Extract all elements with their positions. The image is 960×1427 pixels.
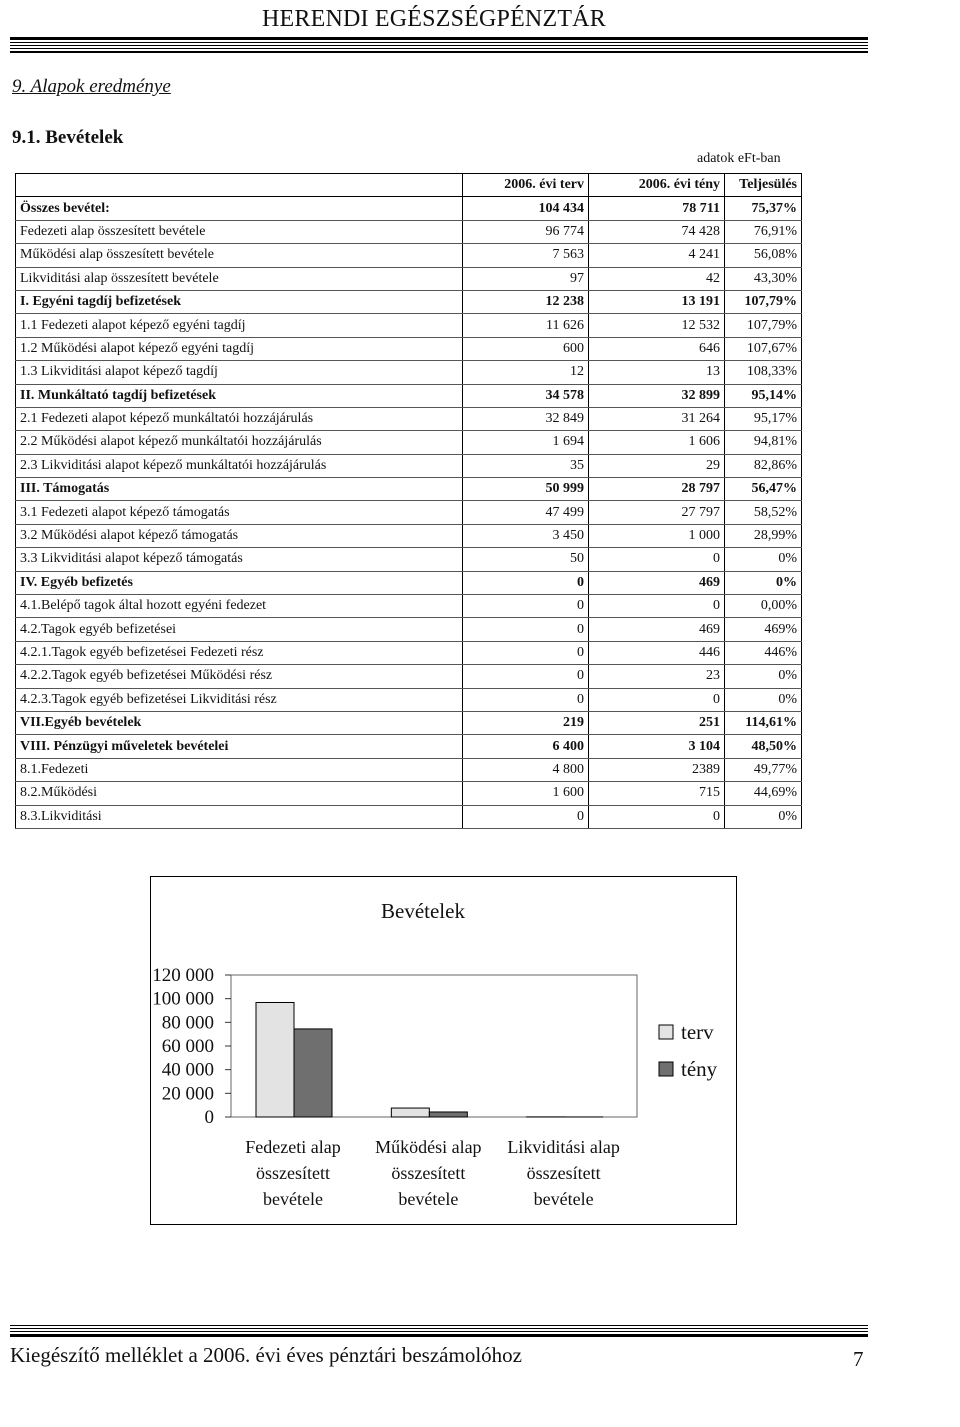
fulfillment-value: 49,77% — [725, 758, 802, 781]
row-label: 8.1.Fedezeti — [16, 758, 463, 781]
fulfillment-value: 0% — [725, 548, 802, 571]
row-label: III. Támogatás — [16, 478, 463, 501]
table-row — [16, 478, 802, 501]
fulfillment-value: 56,08% — [725, 244, 802, 267]
fulfillment-value: 114,61% — [725, 711, 802, 734]
table-row — [16, 641, 802, 664]
table-row — [16, 501, 802, 524]
legend-label-terv: terv — [681, 1020, 714, 1044]
table-header-row — [16, 174, 802, 197]
table-row — [16, 244, 802, 267]
plan-value: 3 450 — [463, 524, 589, 547]
legend-swatch-tény — [659, 1062, 673, 1076]
plan-value: 34 578 — [463, 384, 589, 407]
bar-tény — [294, 1029, 332, 1117]
actual-value: 715 — [589, 782, 725, 805]
plan-value: 11 626 — [463, 314, 589, 337]
header-rule — [10, 37, 868, 40]
plan-value: 32 849 — [463, 407, 589, 430]
table-row — [16, 758, 802, 781]
actual-value: 251 — [589, 711, 725, 734]
table-row — [16, 407, 802, 430]
plan-value: 50 999 — [463, 478, 589, 501]
column-header-fulfillment: Teljesülés — [725, 174, 802, 197]
x-category-label: bevétele — [263, 1189, 323, 1209]
actual-value: 646 — [589, 337, 725, 360]
bar-terv — [391, 1108, 429, 1117]
plan-value: 35 — [463, 454, 589, 477]
row-label: 4.2.Tagok egyéb befizetései — [16, 618, 463, 641]
x-category-label: Működési alap — [375, 1137, 482, 1157]
header-rule — [10, 42, 868, 43]
row-label: 2.2 Működési alapot képező munkáltatói hozzájárulás — [16, 431, 463, 454]
fulfillment-value: 0% — [725, 665, 802, 688]
fulfillment-value: 108,33% — [725, 361, 802, 384]
fulfillment-value: 469% — [725, 618, 802, 641]
actual-value: 27 797 — [589, 501, 725, 524]
fulfillment-value: 0% — [725, 805, 802, 828]
y-tick-label: 0 — [204, 1107, 214, 1128]
fulfillment-value: 0,00% — [725, 595, 802, 618]
y-tick-label: 20 000 — [161, 1083, 214, 1105]
y-tick-label: 120 000 — [152, 965, 214, 986]
x-category-label: Likviditási alap — [507, 1137, 620, 1157]
bar-terv — [256, 1002, 294, 1117]
plan-value: 6 400 — [463, 735, 589, 758]
row-label: 1.1 Fedezeti alapot képező egyéni tagdíj — [16, 314, 463, 337]
fulfillment-value: 107,79% — [725, 314, 802, 337]
table-row — [16, 314, 802, 337]
header-rule — [10, 51, 868, 53]
row-label: II. Munkáltató tagdíj befizetések — [16, 384, 463, 407]
actual-value: 469 — [589, 618, 725, 641]
fulfillment-value: 75,37% — [725, 197, 802, 220]
x-category-label: összesített — [526, 1163, 601, 1183]
table-row — [16, 337, 802, 360]
actual-value: 13 191 — [589, 290, 725, 313]
x-category-label: bevétele — [533, 1189, 594, 1209]
actual-value: 3 104 — [589, 735, 725, 758]
fulfillment-value: 44,69% — [725, 782, 802, 805]
row-label: Likviditási alap összesített bevétele — [16, 267, 463, 290]
row-label: 3.1 Fedezeti alapot képező támogatás — [16, 501, 463, 524]
table-row — [16, 290, 802, 313]
fulfillment-value: 0% — [725, 571, 802, 594]
actual-value: 74 428 — [589, 220, 725, 243]
row-label: 8.2.Működési — [16, 782, 463, 805]
row-label: 4.2.2.Tagok egyéb befizetései Működési rész — [16, 665, 463, 688]
table-row — [16, 361, 802, 384]
actual-value: 32 899 — [589, 384, 725, 407]
table-row — [16, 618, 802, 641]
actual-value: 446 — [589, 641, 725, 664]
page-number: 7 — [853, 1347, 864, 1371]
plan-value: 0 — [463, 571, 589, 594]
footer-text: Kiegészítő melléklet a 2006. évi éves pénztári beszámolóhoz — [10, 1343, 522, 1367]
fulfillment-value: 0% — [725, 688, 802, 711]
row-label: Összes bevétel: — [16, 197, 463, 220]
actual-value: 2389 — [589, 758, 725, 781]
actual-value: 1 000 — [589, 524, 725, 547]
fulfillment-value: 95,17% — [725, 407, 802, 430]
fulfillment-value: 58,52% — [725, 501, 802, 524]
x-category-label: Fedezeti alap — [245, 1137, 341, 1157]
plan-value: 1 694 — [463, 431, 589, 454]
fulfillment-value: 82,86% — [725, 454, 802, 477]
fulfillment-value: 95,14% — [725, 384, 802, 407]
plan-value: 50 — [463, 548, 589, 571]
chart-title: Bevételek — [381, 899, 465, 923]
y-tick-label: 100 000 — [152, 988, 214, 1010]
fulfillment-value: 28,99% — [725, 524, 802, 547]
plan-value: 96 774 — [463, 220, 589, 243]
row-label: 2.3 Likviditási alapot képező munkáltatói hozzájárulás — [16, 454, 463, 477]
table-row — [16, 711, 802, 734]
row-label: VII.Egyéb bevételek — [16, 711, 463, 734]
footer-rule — [10, 1331, 868, 1332]
plan-value: 104 434 — [463, 197, 589, 220]
fulfillment-value: 446% — [725, 641, 802, 664]
plan-value: 0 — [463, 805, 589, 828]
actual-value: 12 532 — [589, 314, 725, 337]
row-label: 8.3.Likviditási — [16, 805, 463, 828]
plan-value: 1 600 — [463, 782, 589, 805]
actual-value: 42 — [589, 267, 725, 290]
plan-value: 600 — [463, 337, 589, 360]
table-row — [16, 735, 802, 758]
fulfillment-value: 76,91% — [725, 220, 802, 243]
table-row — [16, 384, 802, 407]
table-row — [16, 665, 802, 688]
row-label: I. Egyéni tagdíj befizetések — [16, 290, 463, 313]
footer-rule — [10, 1328, 868, 1329]
fulfillment-value: 94,81% — [725, 431, 802, 454]
table-row — [16, 548, 802, 571]
fulfillment-value: 43,30% — [725, 267, 802, 290]
table-row — [16, 267, 802, 290]
footer-rule — [10, 1334, 868, 1337]
table-row — [16, 197, 802, 220]
fulfillment-value: 48,50% — [725, 735, 802, 758]
plan-value: 0 — [463, 688, 589, 711]
table-row — [16, 431, 802, 454]
row-label: 1.3 Likviditási alapot képező tagdíj — [16, 361, 463, 384]
document-header-title: HERENDI EGÉSZSÉGPÉNZTÁR — [262, 6, 606, 32]
actual-value: 469 — [589, 571, 725, 594]
table-row — [16, 571, 802, 594]
row-label: 1.2 Működési alapot képező egyéni tagdíj — [16, 337, 463, 360]
actual-value: 78 711 — [589, 197, 725, 220]
plan-value: 219 — [463, 711, 589, 734]
actual-value: 0 — [589, 805, 725, 828]
actual-value: 23 — [589, 665, 725, 688]
row-label: Működési alap összesített bevétele — [16, 244, 463, 267]
revenue-table — [15, 173, 802, 829]
actual-value: 29 — [589, 454, 725, 477]
plan-value: 97 — [463, 267, 589, 290]
plan-value: 47 499 — [463, 501, 589, 524]
actual-value: 0 — [589, 548, 725, 571]
footer-rule — [10, 1325, 868, 1326]
actual-value: 4 241 — [589, 244, 725, 267]
row-label: VIII. Pénzügyi műveletek bevételei — [16, 735, 463, 758]
plan-value: 0 — [463, 665, 589, 688]
actual-value: 28 797 — [589, 478, 725, 501]
row-label: 3.3 Likviditási alapot képező támogatás — [16, 548, 463, 571]
plan-value: 0 — [463, 641, 589, 664]
y-tick-label: 80 000 — [161, 1012, 214, 1034]
column-header-actual: 2006. évi tény — [589, 174, 725, 197]
column-header-plan: 2006. évi terv — [463, 174, 589, 197]
plan-value: 4 800 — [463, 758, 589, 781]
bar-tény — [429, 1112, 467, 1117]
chart-plot — [151, 877, 736, 1224]
x-category-label: összesített — [256, 1163, 330, 1183]
subsection-title: 9.1. Bevételek — [12, 127, 124, 148]
row-label: 4.2.3.Tagok egyéb befizetései Likviditási rész — [16, 688, 463, 711]
table-row — [16, 454, 802, 477]
table-row — [16, 220, 802, 243]
table-row — [16, 782, 802, 805]
row-label: 4.1.Belépő tagok által hozott egyéni fedezet — [16, 595, 463, 618]
plan-value: 12 238 — [463, 290, 589, 313]
units-note: adatok eFt-ban — [697, 151, 781, 166]
fulfillment-value: 56,47% — [725, 478, 802, 501]
row-label: Fedezeti alap összesített bevétele — [16, 220, 463, 243]
table-row — [16, 805, 802, 828]
plan-value: 0 — [463, 618, 589, 641]
row-label: IV. Egyéb befizetés — [16, 571, 463, 594]
section-title: 9. Alapok eredménye — [12, 76, 171, 97]
legend-label-tény: tény — [681, 1057, 718, 1081]
header-rule — [10, 48, 868, 49]
y-tick-label: 60 000 — [161, 1036, 214, 1057]
x-category-label: összesített — [391, 1163, 466, 1183]
y-tick-label: 40 000 — [161, 1059, 214, 1081]
plan-value: 0 — [463, 595, 589, 618]
row-label: 2.1 Fedezeti alapot képező munkáltatói hozzájárulás — [16, 407, 463, 430]
actual-value: 1 606 — [589, 431, 725, 454]
plan-value: 7 563 — [463, 244, 589, 267]
header-rule — [10, 45, 868, 46]
fulfillment-value: 107,79% — [725, 290, 802, 313]
row-label: 4.2.1.Tagok egyéb befizetései Fedezeti rész — [16, 641, 463, 664]
column-header-label — [16, 174, 463, 197]
legend-swatch-terv — [659, 1025, 673, 1039]
actual-value: 0 — [589, 595, 725, 618]
actual-value: 0 — [589, 688, 725, 711]
x-category-label: bevétele — [398, 1189, 459, 1209]
actual-value: 31 264 — [589, 407, 725, 430]
revenue-chart — [150, 876, 737, 1225]
fulfillment-value: 107,67% — [725, 337, 802, 360]
table-row — [16, 595, 802, 618]
actual-value: 13 — [589, 361, 725, 384]
table-row — [16, 524, 802, 547]
table-row — [16, 688, 802, 711]
row-label: 3.2 Működési alapot képező támogatás — [16, 524, 463, 547]
plan-value: 12 — [463, 361, 589, 384]
